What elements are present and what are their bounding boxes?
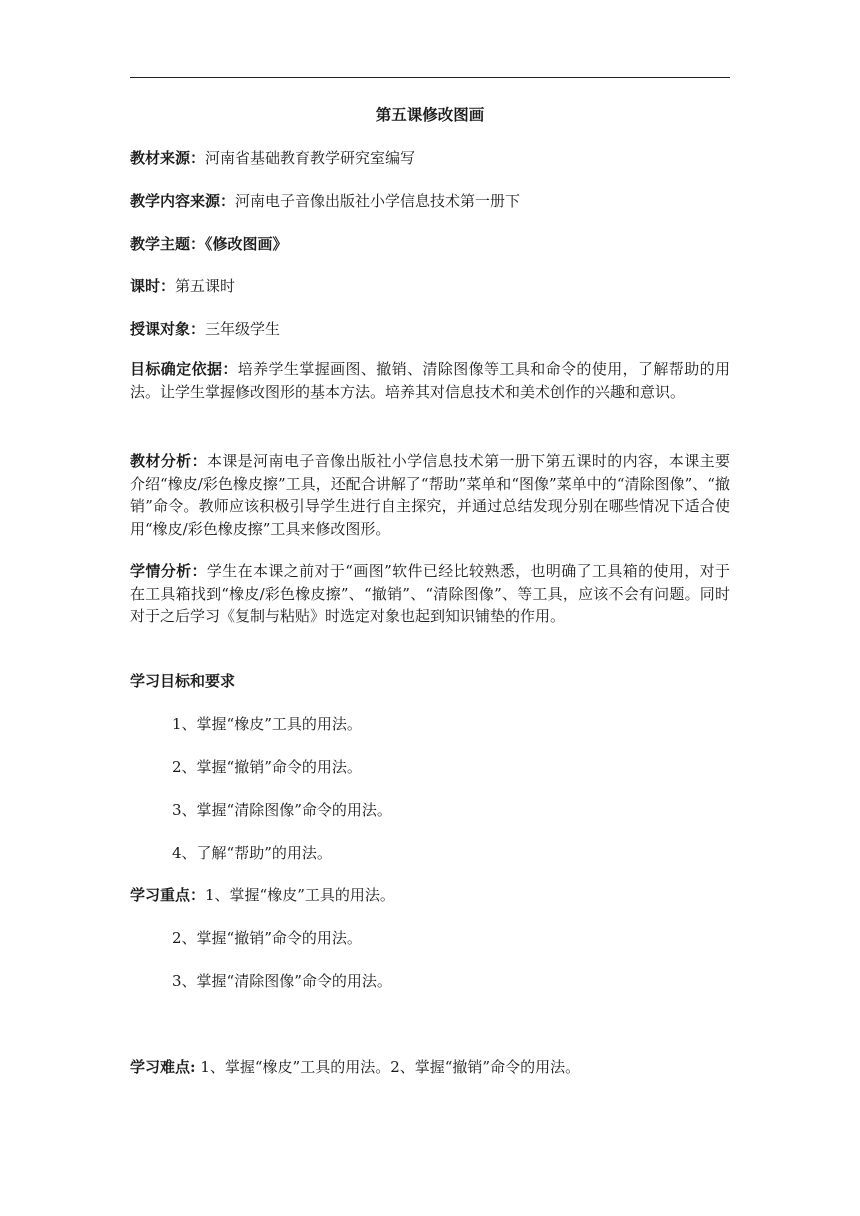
field-label: 目标确定依据：: [130, 360, 238, 378]
difficulties: [130, 1056, 730, 1078]
field-label: 教材来源：: [130, 149, 206, 167]
objective-item: 4、了解“帮助”的用法。: [172, 844, 332, 862]
field-value: 三年级学生: [205, 320, 281, 338]
field-label: 教学内容来源：: [130, 192, 236, 210]
field-value: 河南省基础教育教学研究室编写: [205, 149, 416, 167]
field-audience: [130, 318, 730, 340]
header-rule: [130, 77, 730, 78]
field-value: 培养学生掌握画图、撤销、清除图像等工具和命令的使用，了解帮助的用法。让学生掌握修改图形的基本方法。培养其对信息技术和美术创作的兴趣和意识。: [130, 360, 730, 401]
document-title: 第五课修改图画: [375, 105, 485, 124]
key-point-item: 2、掌握“撤销”命令的用法。: [172, 929, 362, 947]
field-label: 学习重点：: [130, 886, 206, 904]
field-topic: [130, 233, 730, 255]
field-content-source: [130, 190, 730, 212]
field-learner-analysis: [130, 560, 730, 628]
field-value: 《修改图画》: [205, 235, 288, 253]
field-label: 学习难点:: [130, 1058, 196, 1076]
objectives-heading: 学习目标和要求: [130, 672, 236, 690]
document-page: [130, 0, 730, 1216]
objective-item: 1、掌握“橡皮”工具的用法。: [172, 715, 362, 733]
field-value: 1、掌握“橡皮”工具的用法。2、掌握“撤销”命令的用法。: [195, 1058, 581, 1076]
field-label: 授课对象：: [130, 320, 206, 338]
field-basis: [130, 358, 730, 403]
key-point-item: 1、掌握“橡皮”工具的用法。: [205, 886, 395, 904]
field-value: 第五课时: [175, 277, 236, 295]
field-label: 课时：: [130, 277, 176, 295]
field-label: 教学主题：: [130, 235, 206, 253]
field-label: 学情分析：: [130, 562, 207, 580]
field-value: 学生在本课之前对于“画图”软件已经比较熟悉，也明确了工具箱的使用，对于在工具箱找到“橡皮/彩色橡皮擦”、“撤销”、“清除图像”、等工具，应该不会有问题。同时对于之后学习《复制与粘贴》时选定对象也起到知识铺垫的作用。: [130, 562, 730, 625]
field-period: [130, 275, 730, 297]
objective-item: 3、掌握“清除图像”命令的用法。: [172, 801, 392, 819]
key-point-item: 3、掌握“清除图像”命令的用法。: [172, 972, 392, 990]
field-material-analysis: [130, 450, 730, 540]
field-value: 本课是河南电子音像出版社小学信息技术第一册下第五课时的内容，本课主要介绍“橡皮/彩色橡皮擦”工具，还配合讲解了“帮助”菜单和“图像”菜单中的“清除图像”、“撤销”命令。教师应该积极引导学生进行自主探究，并通过总结发现分别在哪些情况下适合使用“橡皮/彩色橡皮擦”工具来修改图形。: [130, 452, 730, 538]
field-label: 教材分析：: [130, 452, 207, 470]
key-points: [130, 884, 730, 906]
objective-item: 2、掌握“撤销”命令的用法。: [172, 758, 362, 776]
field-source: [130, 147, 730, 169]
field-value: 河南电子音像出版社小学信息技术第一册下: [235, 192, 521, 210]
